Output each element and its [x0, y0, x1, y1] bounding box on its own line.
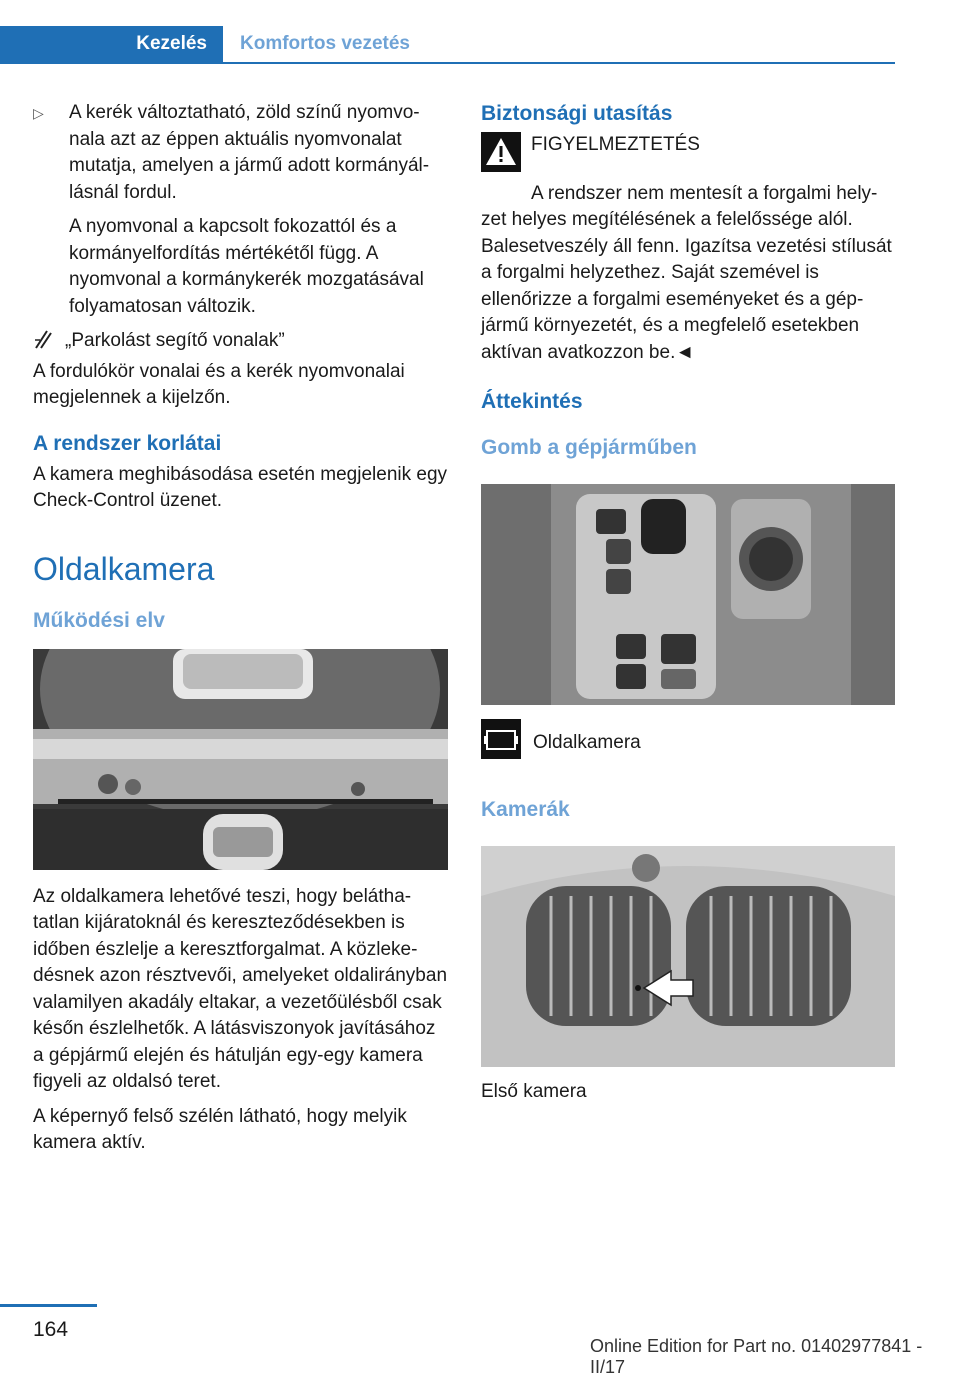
- limits-text: A kamera meghibásodása esetén megjelenik egy Check-Control üzenet.: [33, 463, 448, 511]
- overview-heading: Áttekintés: [481, 390, 583, 413]
- edition-note: Online Edition for Part no. 01402977841 - II/17: [590, 1336, 923, 1377]
- header-tabbar: [0, 26, 895, 64]
- button-heading: Gomb a gépjárműben: [481, 436, 697, 459]
- parking-lines-label: „Parkolást segítő vonalak”: [65, 330, 285, 351]
- button-caption: Oldalkamera: [533, 732, 641, 753]
- principle-text: Az oldalkamera lehetővé teszi, hogy beláthatatlan kijáratoknál és kereszteződésekben is időben észlelje a keresztforgalmat. A közlekedésnek azon résztvevői, amelyeket oldalirányban valamilyen akadály eltakar, a vezetőülésből csak későn észlelhetők. A látásviszonyok javításához a gépjármű elején és hátulján egy-egy kamera figyeli az oldalsó teret.: [33, 885, 448, 1092]
- page-number: 164: [33, 1318, 69, 1341]
- bullet-text: A kerék változtatható, zöld színű nyomvonala azt az éppen aktuális nyomvonalat mutatja, amelyen a jármű adott kormányállásnál fordul.: [69, 102, 430, 203]
- footer-rule: [0, 1304, 97, 1307]
- side-camera-icon: [481, 719, 521, 768]
- safety-heading: Biztonsági utasítás: [481, 102, 673, 125]
- tab-kezeles[interactable]: Kezelés: [0, 26, 223, 62]
- control-button-image: [481, 484, 895, 705]
- cameras-heading: Kamerák: [481, 797, 570, 821]
- left-column: [33, 100, 448, 1165]
- parking-lines-icon: [33, 328, 55, 359]
- side-camera-view-image: [33, 649, 448, 870]
- screen-text: A képernyő felső szélén látható, hogy melyik kamera aktív.: [33, 1105, 407, 1153]
- front-camera-caption: Első kamera: [481, 1080, 587, 1102]
- warning-title: FIGYELMEZTETÉS: [531, 134, 700, 155]
- bullet-continuation: A nyomvonal a kapcsolt fokozattól és a kormányelfordítás mértékétől függ. A nyomvonal a kormánykerék mozgatásával folyamatosan változik.: [69, 216, 424, 317]
- warning-block: [481, 132, 895, 181]
- warning-text: A rendszer nem mentesít a forgalmi helyzet helyes megítélésének a felelőssége alól. Balesetveszély áll fenn. Igazítsa vezetési stílusát a forgalmi helyzethez. Saját szemével is ellenőrizze a forgalmi eseményeket és a gépjármű környezetét, és a megfelelő esetekben aktívan avatkozzon be.◄: [481, 182, 892, 363]
- section-title: Oldalkamera: [33, 550, 215, 587]
- tab-komfortos-vezetes[interactable]: Komfortos vezetés: [240, 33, 410, 54]
- bullet-item: [33, 100, 448, 206]
- front-camera-image: [481, 846, 895, 1067]
- warning-triangle-icon: [481, 132, 521, 181]
- parking-lines-row: [33, 328, 448, 359]
- triangle-bullet-icon: ▷: [33, 105, 44, 121]
- limits-heading: A rendszer korlátai: [33, 431, 222, 455]
- right-column: [481, 100, 895, 1113]
- button-caption-row: [481, 719, 895, 768]
- principle-heading: Működési elv: [33, 608, 165, 632]
- parking-lines-text: A fordulókör vonalai és a kerék nyomvonalai megjelennek a kijelzőn.: [33, 360, 405, 408]
